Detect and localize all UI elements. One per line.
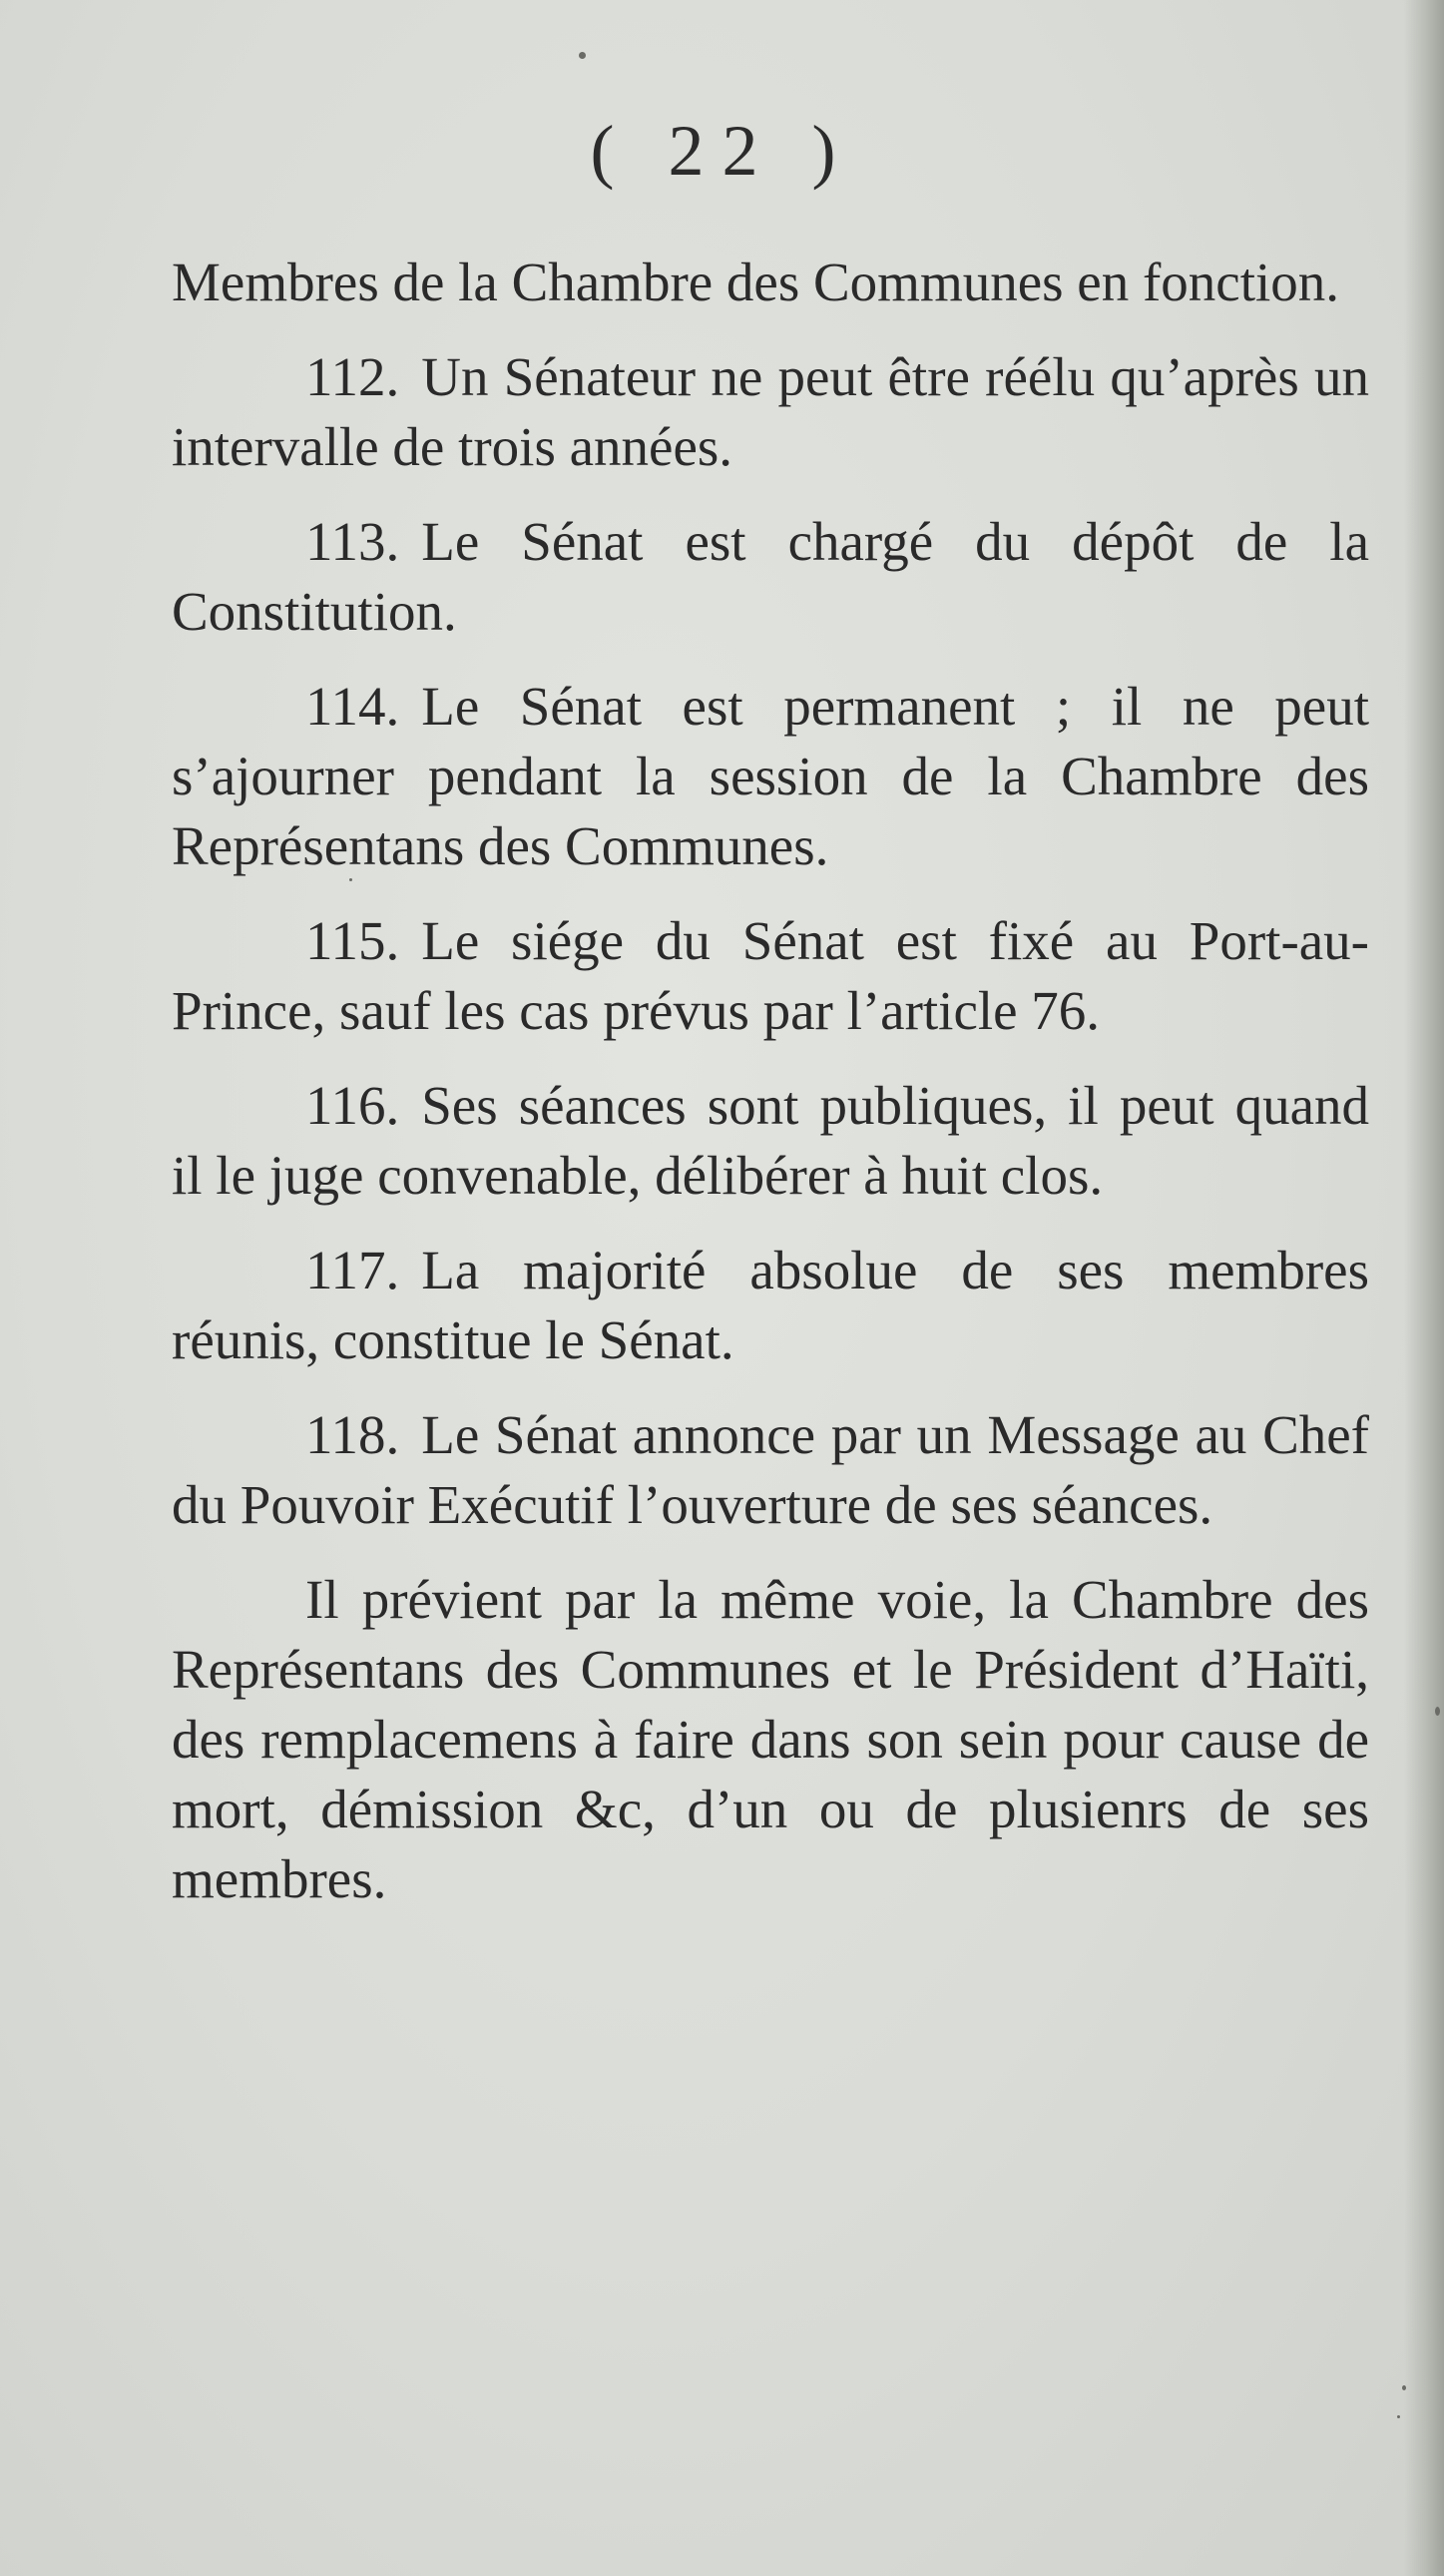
article-text: Le Sénat est chargé du dépôt de la Constitution. (172, 511, 1369, 642)
article-number: 118. (305, 1404, 400, 1465)
body-text (172, 248, 1369, 1939)
page-edge-shadow (1404, 0, 1444, 2576)
article-text: La majorité absolue de ses membres réunis, constitue le Sénat. (172, 1240, 1369, 1370)
paragraph-continued (172, 248, 1369, 317)
article-text: Ses séances sont publiques, il peut quand il le juge convenable, délibérer à huit clos. (172, 1075, 1369, 1206)
paper-speck (579, 52, 586, 59)
article-118 (172, 1400, 1369, 1540)
paper-speck (349, 878, 352, 881)
article-113 (172, 507, 1369, 647)
paragraph-text: Membres de la Chambre des Communes en fonction. (172, 252, 1340, 312)
paper-speck (1397, 2415, 1400, 2418)
article-text: Le siége du Sénat est fixé au Port-au-Prince, sauf les cas prévus par l’article 76. (172, 910, 1369, 1041)
article-118-continued (172, 1565, 1369, 1914)
article-number: 112. (305, 346, 400, 407)
article-116 (172, 1071, 1369, 1211)
article-115 (172, 906, 1369, 1046)
article-number: 116. (305, 1075, 400, 1136)
article-text: Le Sénat annonce par un Message au Chef du Pouvoir Exécutif l’ouverture de ses séances. (172, 1404, 1369, 1535)
paragraph-text: Il prévient par la même voie, la Chambre des Représentans des Communes et le Président d’Haïti, des remplacemens à faire dans son sein pour cause de mort, démission &c, d’un ou de plusienrs de ses membres. (172, 1569, 1369, 1909)
paper-speck (1402, 2385, 1406, 2390)
article-114 (172, 672, 1369, 881)
article-number: 114. (305, 676, 400, 737)
article-112 (172, 342, 1369, 482)
article-text: Un Sénateur ne peut être réélu qu’après un intervalle de trois années. (172, 346, 1369, 477)
paper-speck (1435, 1707, 1440, 1716)
article-number: 113. (305, 511, 400, 572)
page-number: ( 22 ) (590, 111, 854, 191)
article-117 (172, 1236, 1369, 1375)
article-text: Le Sénat est permanent ; il ne peut s’ajourner pendant la session de la Chambre des Représentans des Communes. (172, 676, 1369, 876)
article-number: 115. (305, 910, 400, 971)
article-number: 117. (305, 1240, 400, 1300)
